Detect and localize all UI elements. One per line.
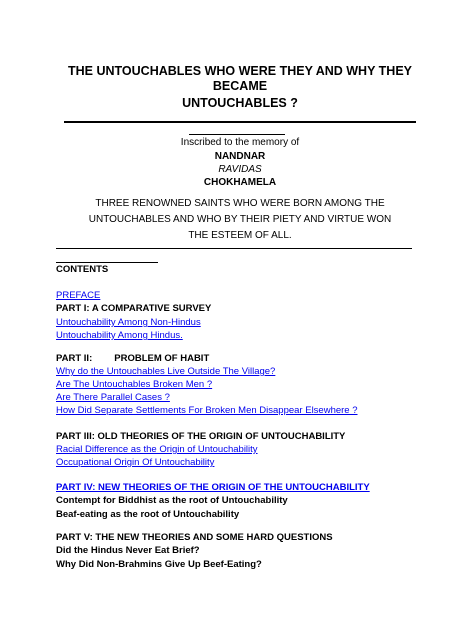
toc-link-part2-3[interactable]: Are There Parallel Cases ? [56,392,170,403]
contents-heading: CONTENTS [56,264,109,275]
part5-heading: PART V: THE NEW THEORIES AND SOME HARD QUESTIONS [56,532,333,543]
title-rule [64,121,416,123]
section-rule [56,248,412,249]
toc-link-part1-2[interactable]: Untouchability Among Hindus. [56,330,183,341]
contents-rule [56,262,158,263]
part3-heading: PART III: OLD THEORIES OF THE ORIGIN OF UNTOUCHABILITY [56,431,346,442]
part2-prefix: PART II: [56,353,93,364]
dedication-rule [189,134,285,135]
toc-link-part2-4[interactable]: How Did Separate Settlements For Broken Men Disappear Elsewhere ? [56,405,358,416]
toc-link-part2-2[interactable]: Are The Untouchables Broken Men ? [56,379,213,390]
saint-name-nandnar: NANDNAR [214,151,266,162]
toc-link-part3-1[interactable]: Racial Difference as the Origin of Untouchability [56,444,258,455]
part4-heading-link[interactable]: PART IV: NEW THEORIES OF THE ORIGIN OF THE UNTOUCHABILITY [56,482,370,493]
part4-item-2: Beaf-eating as the root of Untouchability [56,509,240,520]
toc-link-part3-2[interactable]: Occupational Origin Of Untouchability [56,457,215,468]
inscribed-text: Inscribed to the memory of [180,137,300,148]
saint-name-ravidas: RAVIDAS [218,164,262,175]
part5-item-2: Why Did Non-Brahmins Give Up Beef-Eating? [56,559,262,570]
dedication-tribute: THREE RENOWNED SAINTS WHO WERE BORN AMONG THE UNTOUCHABLES AND WHO BY THEIR PIETY AND VIRTUE WON THE ESTEEM OF ALL. [88,198,392,241]
preface-link[interactable]: PREFACE [56,290,101,301]
part2-title: PROBLEM OF HABIT [114,353,210,364]
part2-heading [56,353,209,365]
toc-link-part1-1[interactable]: Untouchability Among Non-Hindus [56,317,201,328]
document-title-line2: UNTOUCHABLES ? [182,96,298,110]
part1-heading: PART I: A COMPARATIVE SURVEY [56,303,212,314]
part4-item-1: Contempt for Biddhist as the root of Untouchability [56,495,288,506]
document-title-line1: THE UNTOUCHABLES WHO WERE THEY AND WHY THEY BECAME [68,64,412,93]
toc-link-part2-1[interactable]: Why do the Untouchables Live Outside The Village? [56,366,276,377]
saint-name-chokhamela: CHOKHAMELA [203,177,277,188]
part5-item-1: Did the Hindus Never Eat Brief? [56,545,200,556]
